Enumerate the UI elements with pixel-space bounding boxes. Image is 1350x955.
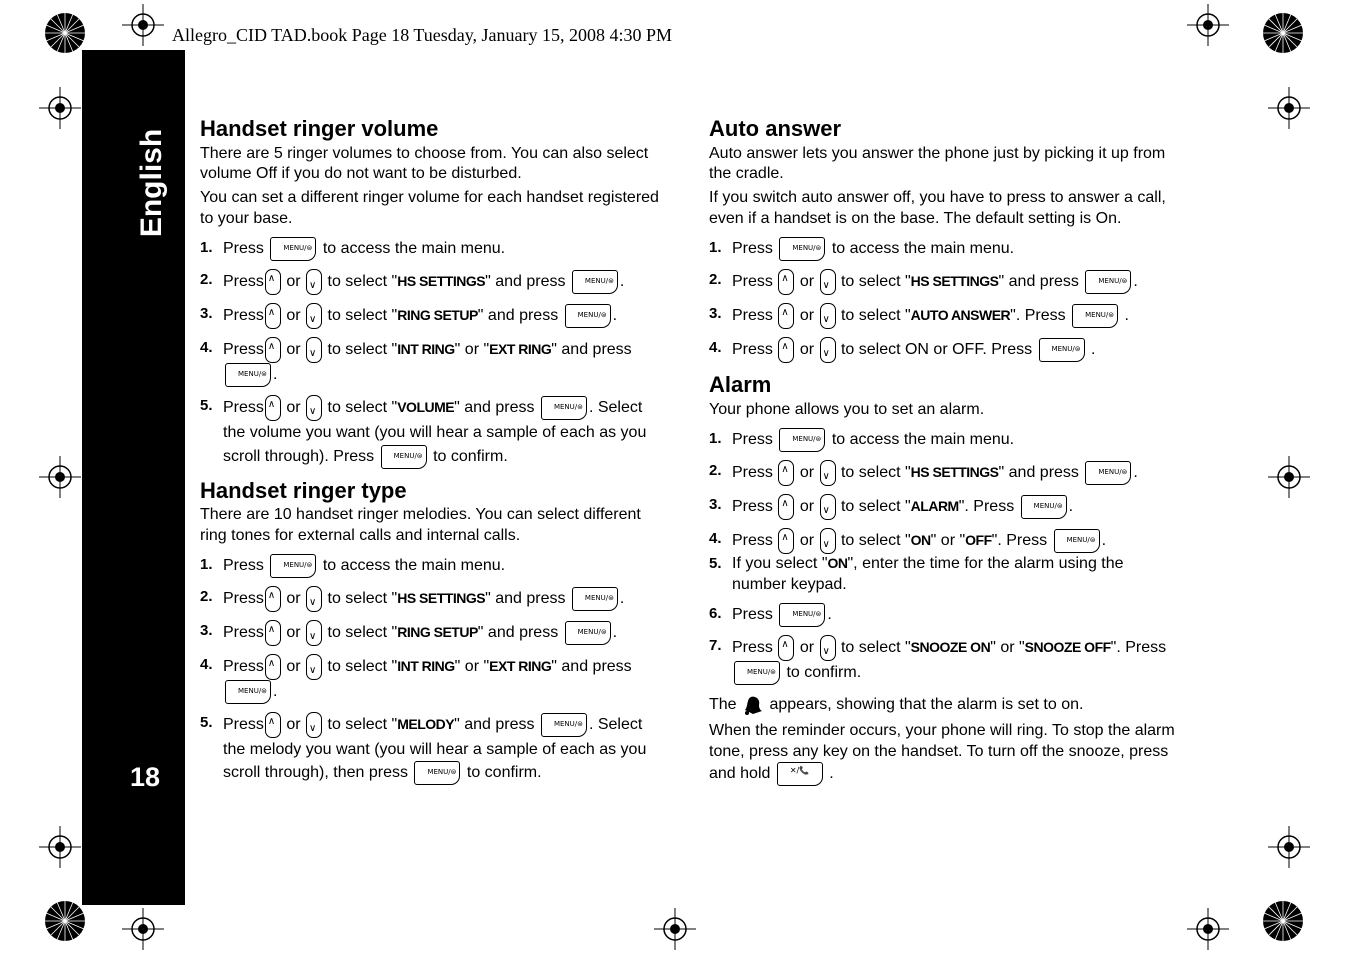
- left-column: [200, 115, 660, 793]
- up-key-icon: [778, 303, 794, 329]
- sunburst-mark: [44, 12, 86, 54]
- down-key-icon: [820, 337, 836, 363]
- bell-icon: [741, 693, 765, 717]
- step: 4. Press ∧ or ∨ to select ON or OFF. Press MENU/⊜ .: [709, 337, 1179, 363]
- step: 1. Press MENU/⊜ to access the main menu.: [200, 237, 660, 261]
- registration-mark: [39, 826, 81, 868]
- up-key-icon: [778, 528, 794, 554]
- step: 3. Press∧ or ∨ to select "RING SETUP" and press MENU/⊜ .: [200, 620, 660, 646]
- up-key-icon: [265, 620, 281, 646]
- paragraph: Auto answer lets you answer the phone just by picking it up from the cradle.: [709, 144, 1166, 182]
- down-key-icon: [306, 654, 322, 680]
- menu-key-icon: [565, 621, 611, 645]
- registration-mark: [654, 908, 696, 950]
- alarm-steps: [709, 428, 1179, 685]
- registration-mark: [1268, 826, 1310, 868]
- up-key-icon: [778, 269, 794, 295]
- step: 4. Press∧ or ∨ to select "INT RING" or "EXT RING" and press MENU/⊜.: [200, 337, 660, 387]
- down-key-icon: [306, 269, 322, 295]
- down-key-icon: [820, 494, 836, 520]
- down-key-icon: [306, 586, 322, 612]
- paragraph: Your phone allows you to set an alarm.: [709, 400, 985, 418]
- page-number: 18: [130, 762, 161, 792]
- up-key-icon: [265, 269, 281, 295]
- paragraph: There are 10 handset ringer melodies. You can select different ring tones for external calls and internal calls.: [200, 506, 641, 544]
- step: 1. Press MENU/⊜ to access the main menu.: [709, 237, 1179, 261]
- language-label: English: [135, 128, 168, 238]
- step: 3. Press ∧ or ∨ to select "ALARM". Press MENU/⊜ .: [709, 494, 1179, 520]
- menu-key-icon: [270, 554, 316, 578]
- sunburst-mark: [44, 900, 86, 942]
- step: 2. Press∧ or ∨ to select "HS SETTINGS" and press MENU/⊜ .: [200, 269, 660, 295]
- menu-key-icon: [565, 304, 611, 328]
- up-key-icon: [778, 494, 794, 520]
- menu-key-icon: [1054, 529, 1100, 553]
- paragraph: The appears, showing that the alarm is set to on.: [709, 693, 1179, 717]
- menu-key-icon: [541, 396, 587, 420]
- menu-key-icon: [572, 270, 618, 294]
- step: 1. Press MENU/⊜ to access the main menu.: [709, 428, 1179, 452]
- step: 5. If you select "ON", enter the time for the alarm using the number keypad.: [709, 555, 1124, 593]
- menu-key-icon: [270, 237, 316, 261]
- menu-key-icon: [1072, 304, 1118, 328]
- paragraph: If you switch auto answer off, you have to press to answer a call, even if a handset is on the base. The default setting is On.: [709, 189, 1166, 227]
- menu-key-icon: [779, 603, 825, 627]
- section-title-auto-answer: Auto answer: [709, 116, 842, 141]
- down-key-icon: [820, 269, 836, 295]
- registration-mark: [39, 456, 81, 498]
- down-key-icon: [820, 635, 836, 661]
- end-key-icon: [777, 762, 823, 786]
- step: 4. Press∧ or ∨ to select "INT RING" or "EXT RING" and press MENU/⊜.: [200, 654, 660, 704]
- down-key-icon: [306, 712, 322, 738]
- step: 4. Press ∧ or ∨ to select "ON" or "OFF". Press MENU/⊜ .: [709, 528, 1179, 554]
- step: 2. Press ∧ or ∨ to select "HS SETTINGS" and press MENU/⊜ .: [709, 460, 1179, 486]
- up-key-icon: [778, 337, 794, 363]
- step: 2. Press ∧ or ∨ to select "HS SETTINGS" and press MENU/⊜ .: [709, 269, 1179, 295]
- step: 2. Press∧ or ∨ to select "HS SETTINGS" and press MENU/⊜ .: [200, 586, 660, 612]
- down-key-icon: [306, 395, 322, 421]
- menu-key-icon: [1085, 270, 1131, 294]
- print-header: Allegro_CID TAD.book Page 18 Tuesday, January 15, 2008 4:30 PM: [172, 25, 673, 45]
- up-key-icon: [778, 635, 794, 661]
- registration-mark: [1268, 456, 1310, 498]
- menu-key-icon: [1039, 338, 1085, 362]
- menu-key-icon: [572, 587, 618, 611]
- registration-mark: [39, 87, 81, 129]
- step: 5. Press∧ or ∨ to select "VOLUME" and press MENU/⊜ . Select the volume you want (you will hear a sample of each as you scroll through). Press MENU/⊜ to confirm.: [200, 395, 660, 468]
- up-key-icon: [265, 654, 281, 680]
- section-title-alarm: Alarm: [709, 372, 772, 398]
- down-key-icon: [306, 337, 322, 363]
- menu-key-icon: [1021, 495, 1067, 519]
- up-key-icon: [265, 586, 281, 612]
- up-key-icon: [265, 337, 281, 363]
- sunburst-mark: [1262, 12, 1304, 54]
- step: 3. Press ∧ or ∨ to select "AUTO ANSWER". Press MENU/⊜ .: [709, 303, 1179, 329]
- menu-key-icon: [225, 363, 271, 387]
- paragraph: You can set a different ringer volume for each handset registered to your base.: [200, 189, 659, 227]
- down-key-icon: [820, 528, 836, 554]
- sunburst-mark: [1262, 900, 1304, 942]
- step: 5. Press∧ or ∨ to select "MELODY" and press MENU/⊜ . Select the melody you want (you will hear a sample of each as you scroll through), then press MENU/⊜ to confirm.: [200, 712, 660, 785]
- up-key-icon: [265, 395, 281, 421]
- registration-mark: [122, 908, 164, 950]
- registration-mark: [1187, 908, 1229, 950]
- menu-key-icon: [414, 761, 460, 785]
- down-key-icon: [820, 460, 836, 486]
- down-key-icon: [306, 303, 322, 329]
- down-key-icon: [820, 303, 836, 329]
- section-title-ringer-volume: Handset ringer volume: [200, 116, 439, 141]
- menu-key-icon: [381, 445, 427, 469]
- ringer-volume-steps: [200, 237, 660, 468]
- menu-key-icon: [1085, 461, 1131, 485]
- step: 1. Press MENU/⊜ to access the main menu.: [200, 554, 660, 578]
- registration-mark: [1268, 87, 1310, 129]
- up-key-icon: [265, 712, 281, 738]
- right-column: [709, 115, 1179, 790]
- paragraph: There are 5 ringer volumes to choose from. You can also select volume Off if you do not want to be disturbed.: [200, 144, 649, 182]
- menu-key-icon: [779, 237, 825, 261]
- step: 6. Press MENU/⊜ .: [709, 603, 1179, 627]
- step: 3. Press∧ or ∨ to select "RING SETUP" and press MENU/⊜ .: [200, 303, 660, 329]
- step: 7. Press ∧ or ∨ to select "SNOOZE ON" or "SNOOZE OFF". Press MENU/⊜ to confirm.: [709, 635, 1179, 685]
- menu-key-icon: [225, 680, 271, 704]
- registration-mark: [122, 4, 164, 46]
- up-key-icon: [778, 460, 794, 486]
- up-key-icon: [265, 303, 281, 329]
- ringer-type-steps: [200, 554, 660, 785]
- down-key-icon: [306, 620, 322, 646]
- auto-answer-steps: [709, 237, 1179, 363]
- menu-key-icon: [541, 713, 587, 737]
- registration-mark: [1187, 4, 1229, 46]
- menu-key-icon: [779, 428, 825, 452]
- paragraph: When the reminder occurs, your phone will ring. To stop the alarm tone, press any key on the handset. To turn off the snooze, press and hold ✕/📞 .: [709, 721, 1179, 786]
- section-title-ringer-type: Handset ringer type: [200, 477, 407, 503]
- menu-key-icon: [734, 661, 780, 685]
